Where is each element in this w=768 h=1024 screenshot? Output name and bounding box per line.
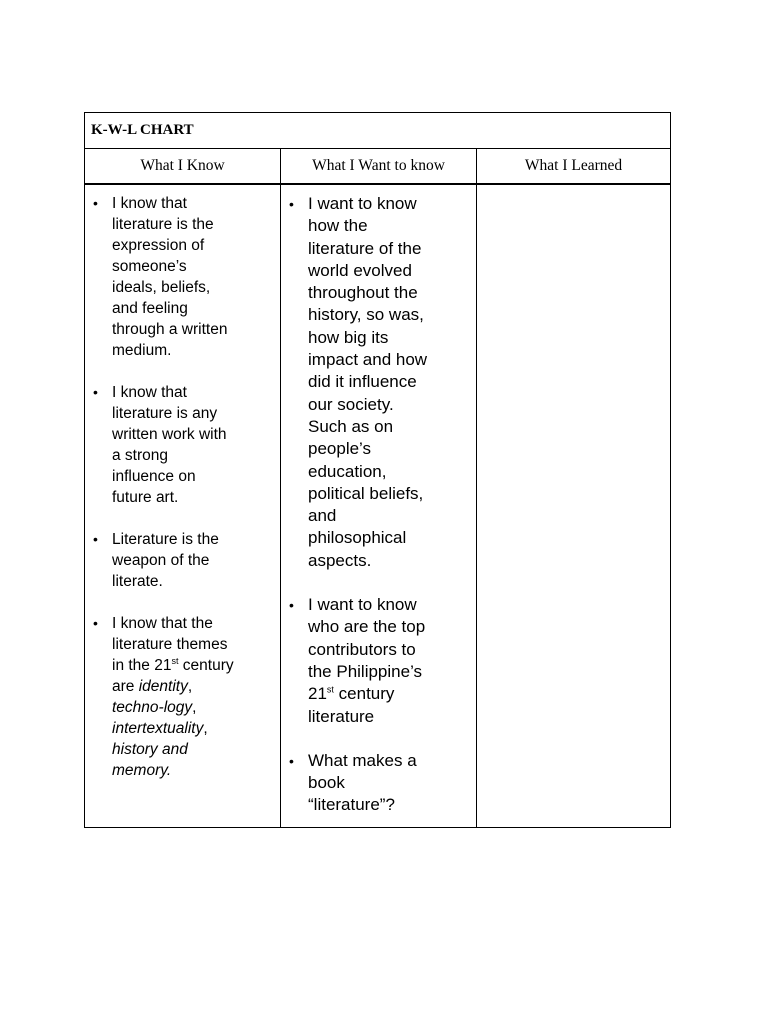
- bullet-icon: •: [93, 615, 98, 631]
- want-column: [281, 193, 476, 817]
- text-line: [112, 718, 280, 739]
- text-line: literate.: [112, 573, 163, 590]
- text-line: a strong: [112, 447, 169, 464]
- italic-text: identity: [138, 678, 188, 695]
- text-line: literature: [308, 706, 375, 726]
- bullet-icon: •: [93, 195, 98, 211]
- text-line: weapon of the: [112, 552, 210, 569]
- column-divider: [476, 149, 477, 827]
- italic-text: techno-logy: [112, 699, 193, 716]
- text-line: philosophical: [308, 528, 407, 548]
- text-line: impact and how: [308, 350, 428, 370]
- text-line: literature of the: [308, 238, 422, 258]
- text-line: ideals, beliefs,: [112, 279, 211, 296]
- text-line: throughout the: [308, 283, 418, 303]
- list-item: [85, 529, 280, 592]
- superscript: st: [171, 655, 179, 666]
- text-line: I know that the: [112, 615, 213, 632]
- text-line: who are the top: [308, 617, 426, 637]
- text-line: someone’s: [112, 258, 187, 275]
- list-item: [85, 613, 280, 781]
- text-line: written work with: [112, 426, 227, 443]
- list-item: [85, 382, 280, 508]
- text-line: I know that: [112, 195, 187, 212]
- chart-title: K-W-L CHART: [91, 122, 194, 138]
- text-line: [112, 739, 280, 760]
- text-line: literature is any: [112, 405, 218, 422]
- bullet-icon: •: [289, 752, 294, 769]
- italic-text: history and: [112, 741, 188, 758]
- text-fragment: century: [333, 684, 395, 704]
- bullet-icon: •: [289, 597, 294, 614]
- text-fragment: ,: [192, 699, 197, 716]
- text-line: book: [308, 773, 345, 793]
- text-line: and: [308, 506, 337, 526]
- text-line: [112, 697, 280, 718]
- text-line: contributors to: [308, 639, 416, 659]
- header-what-i-want-to-know: What I Want to know: [312, 157, 445, 174]
- text-line: expression of: [112, 237, 205, 254]
- text-line: [112, 676, 280, 697]
- text-line: our society.: [308, 394, 394, 414]
- know-column: [85, 193, 280, 781]
- list-item: [281, 750, 476, 817]
- list-item: [281, 193, 476, 572]
- text-line: how the: [308, 216, 368, 236]
- text-line: [308, 683, 476, 705]
- text-line: education,: [308, 461, 387, 481]
- text-fragment: ,: [187, 678, 193, 695]
- text-line: literature themes: [112, 636, 228, 653]
- text-line: Literature is the: [112, 531, 219, 548]
- superscript: st: [326, 684, 334, 695]
- text-line: What makes a: [308, 750, 417, 770]
- header-what-i-learned: What I Learned: [524, 157, 623, 174]
- text-fragment: ,: [203, 720, 208, 737]
- text-line: Such as on: [308, 416, 394, 436]
- text-line: I want to know: [308, 595, 417, 615]
- kwl-chart-table: [84, 112, 671, 828]
- italic-text: memory.: [112, 762, 172, 779]
- header-what-i-know: What I Know: [140, 157, 225, 174]
- list-item: [85, 193, 280, 361]
- text-line: the Philippine’s: [308, 661, 423, 681]
- text-line: I know that: [112, 384, 187, 401]
- text-line: I want to know: [308, 194, 417, 213]
- bullet-icon: •: [289, 196, 294, 212]
- text-line: history, so was,: [308, 305, 424, 325]
- text-line: literature is the: [112, 216, 214, 233]
- text-fragment: century: [178, 657, 234, 674]
- text-line: influence on: [112, 468, 196, 485]
- header-row: [85, 149, 670, 185]
- text-line: people’s: [308, 439, 372, 459]
- title-row: [85, 113, 670, 149]
- bullet-icon: •: [93, 384, 98, 400]
- text-line: and feeling: [112, 300, 188, 317]
- bullet-icon: •: [93, 531, 98, 547]
- text-fragment: are: [112, 678, 139, 695]
- text-line: future art.: [112, 489, 179, 506]
- italic-text: intertextuality: [112, 720, 204, 737]
- text-line: [112, 655, 280, 676]
- text-fragment: in the 21: [112, 657, 172, 674]
- text-line: political beliefs,: [308, 483, 424, 503]
- list-item: [281, 594, 476, 728]
- text-fragment: 21: [308, 684, 327, 704]
- text-line: through a written: [112, 321, 228, 338]
- text-line: how big its: [308, 327, 389, 347]
- text-line: “literature”?: [308, 795, 395, 815]
- text-line: [112, 760, 280, 781]
- text-line: aspects.: [308, 550, 372, 570]
- text-line: medium.: [112, 342, 172, 359]
- text-line: did it influence: [308, 372, 417, 392]
- text-line: world evolved: [308, 260, 412, 280]
